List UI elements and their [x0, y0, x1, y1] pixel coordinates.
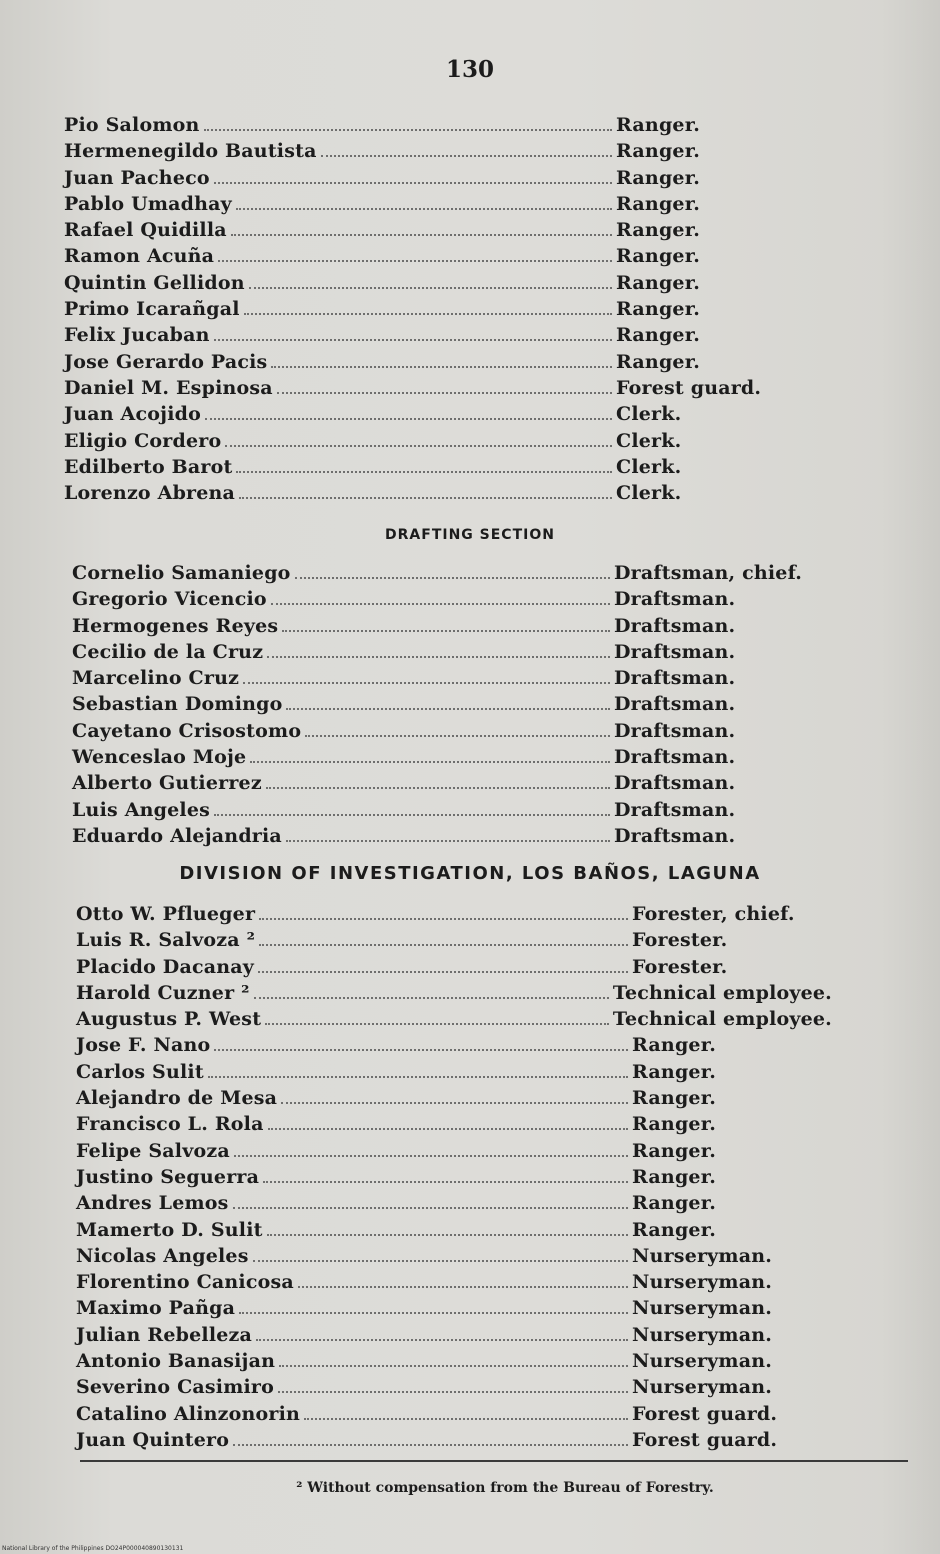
roster-entry	[76, 956, 832, 982]
roster-entry	[76, 1376, 832, 1402]
roster-entry	[72, 667, 814, 693]
roster-entry	[76, 1087, 832, 1113]
employee-name: Maximo Pañga	[76, 1297, 236, 1320]
employee-position: Draftsman.	[614, 746, 736, 769]
dot-leader	[281, 1088, 628, 1104]
roster-entry	[72, 746, 814, 772]
employee-name: Lorenzo Abrena	[64, 482, 236, 505]
dot-leader	[304, 1404, 628, 1420]
roster-entry	[64, 324, 816, 350]
employee-position: Nurseryman.	[632, 1297, 773, 1320]
employee-name: Harold Cuzner ²	[76, 981, 250, 1004]
dot-leader	[268, 1114, 628, 1130]
dot-leader	[244, 299, 612, 315]
roster-entry	[76, 1192, 832, 1218]
ranger-clerk-roster	[64, 114, 816, 508]
dot-leader	[204, 115, 612, 131]
employee-position: Forest guard.	[616, 376, 762, 399]
employee-name: Eligio Cordero	[64, 429, 222, 452]
dot-leader	[267, 1220, 628, 1236]
employee-position: Nurseryman.	[632, 1350, 773, 1373]
employee-name: Justino Seguerra	[76, 1165, 260, 1188]
dot-leader	[271, 589, 610, 605]
employee-position: Ranger.	[616, 192, 701, 215]
dot-leader	[234, 1141, 628, 1157]
employee-name: Severino Casimiro	[76, 1376, 275, 1399]
dot-leader	[282, 616, 610, 632]
dot-leader	[250, 747, 610, 763]
roster-entry	[72, 615, 814, 641]
roster-entry	[64, 114, 816, 140]
roster-entry	[64, 167, 816, 193]
employee-position: Nurseryman.	[632, 1376, 773, 1399]
employee-name: Cecilio de la Cruz	[72, 640, 264, 663]
roster-entry	[64, 482, 816, 508]
roster-entry	[76, 1140, 832, 1166]
employee-name: Ramon Acuña	[64, 245, 215, 268]
dot-leader	[259, 930, 628, 946]
dot-leader	[214, 1035, 628, 1051]
employee-position: Draftsman.	[614, 824, 736, 847]
employee-name: Nicolas Angeles	[76, 1244, 249, 1267]
employee-position: Draftsman.	[614, 614, 736, 637]
section-heading-investigation: DIVISION OF INVESTIGATION, LOS BAÑOS, LAGUNA	[179, 863, 761, 884]
employee-position: Ranger.	[632, 1034, 717, 1057]
dot-leader	[218, 246, 612, 262]
employee-name: Cayetano Crisostomo	[72, 719, 302, 742]
roster-entry	[76, 929, 832, 955]
employee-position: Draftsman, chief.	[614, 562, 803, 584]
employee-name: Augustus P. West	[76, 1008, 262, 1031]
employee-position: Ranger.	[616, 219, 701, 242]
employee-name: Rafael Quidilla	[64, 219, 227, 242]
employee-position: Ranger.	[616, 350, 701, 373]
library-credit: National Library of the Philippines DO24P000040890130131	[2, 1545, 184, 1552]
dot-leader	[243, 668, 610, 684]
dot-leader	[239, 1298, 628, 1314]
employee-position: Draftsman.	[614, 798, 736, 821]
employee-position: Forester, chief.	[632, 903, 795, 925]
footnote: ² Without compensation from the Bureau of Forestry.	[296, 1480, 714, 1496]
employee-position: Ranger.	[632, 1165, 717, 1188]
roster-entry	[64, 377, 816, 403]
employee-position: Clerk.	[616, 429, 682, 452]
dot-leader	[231, 220, 612, 236]
employee-position: Ranger.	[632, 1192, 717, 1215]
dot-leader	[259, 904, 628, 920]
roster-entry	[72, 562, 814, 588]
employee-name: Alejandro de Mesa	[76, 1087, 278, 1110]
roster-entry	[76, 1166, 832, 1192]
employee-position: Technical employee.	[612, 1008, 832, 1031]
employee-name: Luis R. Salvoza ²	[76, 929, 256, 952]
employee-name: Jose Gerardo Pacis	[64, 350, 268, 373]
dot-leader	[254, 983, 609, 999]
employee-name: Wenceslao Moje	[72, 746, 247, 769]
dot-leader	[279, 1351, 628, 1367]
employee-position: Ranger.	[632, 1139, 717, 1162]
dot-leader	[253, 1246, 628, 1262]
roster-entry	[64, 430, 816, 456]
dot-leader	[286, 826, 610, 842]
roster-entry	[76, 1350, 832, 1376]
employee-name: Felix Jucaban	[64, 324, 210, 347]
roster-entry	[72, 799, 814, 825]
dot-leader	[214, 325, 612, 341]
drafting-section-roster	[72, 562, 814, 851]
employee-name: Antonio Banasijan	[76, 1350, 276, 1373]
roster-entry	[76, 1008, 832, 1034]
employee-name: Hermenegildo Bautista	[64, 140, 317, 163]
roster-entry	[72, 772, 814, 798]
dot-leader	[205, 404, 612, 420]
employee-position: Clerk.	[616, 482, 682, 505]
dot-leader	[239, 483, 612, 499]
roster-entry	[64, 193, 816, 219]
roster-entry	[76, 1245, 832, 1271]
roster-entry	[64, 245, 816, 271]
dot-leader	[214, 168, 612, 184]
roster-entry	[76, 1324, 832, 1350]
employee-name: Primo Icarañgal	[64, 298, 240, 321]
dot-leader	[233, 1430, 628, 1446]
dot-leader	[208, 1062, 628, 1078]
dot-leader	[277, 378, 612, 394]
employee-name: Juan Quintero	[76, 1428, 230, 1451]
dot-leader	[305, 721, 610, 737]
dot-leader	[267, 642, 610, 658]
employee-name: Placido Dacanay	[76, 955, 255, 978]
employee-name: Andres Lemos	[76, 1192, 229, 1215]
employee-name: Quintin Gellidon	[64, 271, 245, 294]
roster-entry	[64, 140, 816, 166]
employee-position: Nurseryman.	[632, 1323, 773, 1346]
employee-name: Juan Acojido	[64, 403, 201, 426]
roster-entry	[76, 982, 832, 1008]
dot-leader	[278, 1377, 628, 1393]
footnote-rule	[80, 1460, 908, 1462]
employee-position: Forest guard.	[632, 1428, 778, 1451]
employee-position: Clerk.	[616, 455, 682, 478]
dot-leader	[233, 1193, 628, 1209]
employee-name: Gregorio Vicencio	[72, 588, 267, 611]
employee-position: Ranger.	[632, 1060, 717, 1083]
employee-position: Nurseryman.	[632, 1244, 773, 1267]
employee-position: Forest guard.	[632, 1402, 778, 1425]
roster-entry	[64, 219, 816, 245]
roster-entry	[72, 641, 814, 667]
employee-position: Ranger.	[616, 298, 701, 321]
employee-position: Ranger.	[616, 140, 701, 163]
employee-name: Marcelino Cruz	[72, 667, 240, 690]
roster-entry	[64, 456, 816, 482]
employee-name: Carlos Sulit	[76, 1060, 204, 1083]
dot-leader	[225, 431, 612, 447]
dot-leader	[214, 800, 610, 816]
employee-position: Ranger.	[632, 1087, 717, 1110]
roster-entry	[72, 588, 814, 614]
employee-position: Forester.	[632, 955, 728, 978]
employee-position: Ranger.	[616, 114, 701, 136]
employee-name: Otto W. Pflueger	[76, 903, 256, 925]
employee-position: Technical employee.	[612, 981, 832, 1004]
employee-name: Julian Rebelleza	[76, 1323, 253, 1346]
roster-entry	[72, 720, 814, 746]
roster-entry	[76, 1271, 832, 1297]
employee-name: Francisco L. Rola	[76, 1113, 264, 1136]
employee-position: Draftsman.	[614, 588, 736, 611]
employee-position: Ranger.	[616, 245, 701, 268]
dot-leader	[286, 694, 610, 710]
dot-leader	[266, 773, 610, 789]
roster-entry	[76, 1219, 832, 1245]
dot-leader	[249, 273, 612, 289]
employee-position: Draftsman.	[614, 640, 736, 663]
employee-name: Jose F. Nano	[76, 1034, 211, 1057]
employee-position: Draftsman.	[614, 719, 736, 742]
dot-leader	[321, 141, 612, 157]
employee-position: Draftsman.	[614, 693, 736, 716]
section-heading-drafting: DRAFTING SECTION	[385, 527, 555, 543]
dot-leader	[236, 194, 612, 210]
employee-position: Ranger.	[616, 324, 701, 347]
employee-name: Pio Salomon	[64, 114, 200, 136]
dot-leader	[265, 1009, 609, 1025]
employee-position: Ranger.	[632, 1218, 717, 1241]
employee-position: Ranger.	[616, 271, 701, 294]
employee-name: Sebastian Domingo	[72, 693, 283, 716]
employee-name: Alberto Gutierrez	[72, 772, 262, 795]
dot-leader	[256, 1325, 628, 1341]
employee-name: Cornelio Samaniego	[72, 562, 291, 584]
employee-position: Ranger.	[616, 166, 701, 189]
roster-entry	[64, 272, 816, 298]
employee-name: Felipe Salvoza	[76, 1139, 230, 1162]
employee-position: Draftsman.	[614, 667, 736, 690]
roster-entry	[64, 298, 816, 324]
roster-entry	[72, 693, 814, 719]
dot-leader	[298, 1272, 628, 1288]
employee-name: Catalino Alinzonorin	[76, 1402, 301, 1425]
employee-position: Clerk.	[616, 403, 682, 426]
employee-position: Forester.	[632, 929, 728, 952]
investigation-division-roster	[76, 903, 832, 1455]
employee-name: Luis Angeles	[72, 798, 211, 821]
roster-entry	[64, 403, 816, 429]
roster-entry	[72, 825, 814, 851]
roster-entry	[76, 1297, 832, 1323]
employee-name: Eduardo Alejandria	[72, 824, 282, 847]
page-fold-shadow	[880, 0, 940, 1554]
roster-entry	[76, 903, 832, 929]
employee-position: Draftsman.	[614, 772, 736, 795]
roster-entry	[76, 1403, 832, 1429]
employee-name: Daniel M. Espinosa	[64, 376, 273, 399]
employee-name: Florentino Canicosa	[76, 1271, 294, 1294]
roster-entry	[76, 1429, 832, 1455]
employee-name: Edilberto Barot	[64, 455, 233, 478]
page-number: 130	[445, 56, 494, 83]
employee-name: Pablo Umadhay	[64, 192, 232, 215]
employee-position: Ranger.	[632, 1113, 717, 1136]
roster-entry	[76, 1034, 832, 1060]
dot-leader	[236, 457, 612, 473]
employee-position: Nurseryman.	[632, 1271, 773, 1294]
dot-leader	[258, 957, 628, 973]
employee-name: Mamerto D. Sulit	[76, 1218, 263, 1241]
employee-name: Juan Pacheco	[64, 166, 210, 189]
roster-entry	[64, 351, 816, 377]
roster-entry	[76, 1113, 832, 1139]
employee-name: Hermogenes Reyes	[72, 614, 279, 637]
dot-leader	[295, 563, 610, 579]
dot-leader	[263, 1167, 628, 1183]
dot-leader	[271, 352, 612, 368]
roster-entry	[76, 1061, 832, 1087]
